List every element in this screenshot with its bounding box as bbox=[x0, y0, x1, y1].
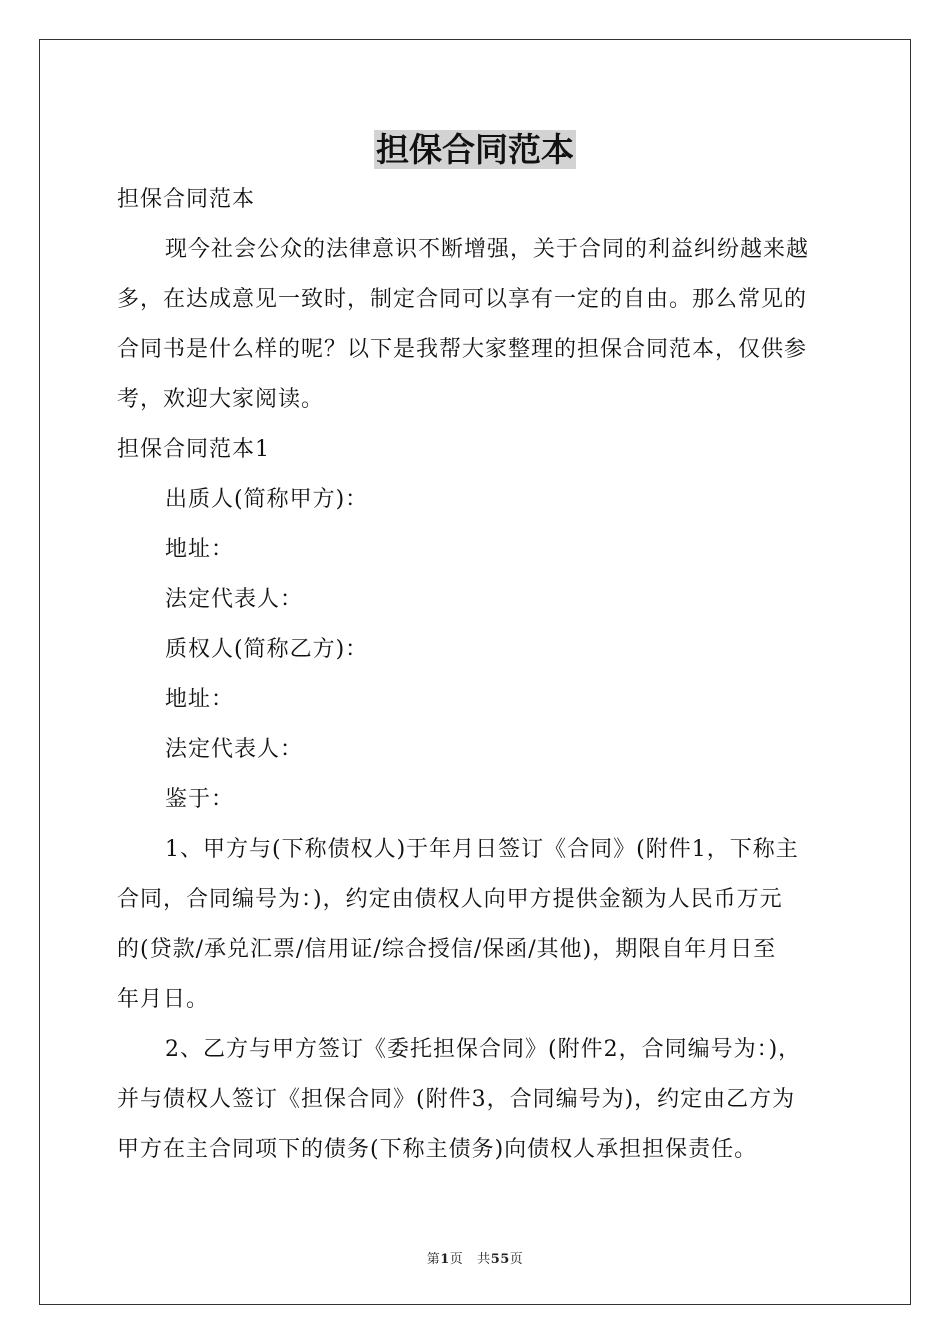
clause1-line-1: 1、甲方与(下称债权人)于年月日签订《合同》(附件1，下称主 bbox=[165, 837, 799, 862]
clause2-line-3: 甲方在主合同项下的债务(下称主债务)向债权人承担担保责任。 bbox=[117, 1137, 758, 1162]
footer-page-number: 1 bbox=[440, 1252, 450, 1267]
page-footer bbox=[0, 1248, 950, 1267]
footer-total-suffix: 页 bbox=[509, 1252, 524, 1267]
intro-line-2: 多，在达成意见一致时，制定合同可以享有一定的自由。那么常见的 bbox=[117, 287, 808, 312]
document-title-text: 担保合同范本 bbox=[376, 130, 574, 169]
clause1-line-4: 年月日。 bbox=[117, 987, 210, 1012]
intro-line-1: 现今社会公众的法律意识不断增强，关于合同的利益纠纷越来越 bbox=[165, 237, 810, 262]
intro-line-4: 考，欢迎大家阅读。 bbox=[117, 387, 325, 412]
footer-total-pages: 55 bbox=[490, 1252, 510, 1267]
intro-line-3: 合同书是什么样的呢？以下是我帮大家整理的担保合同范本，仅供参 bbox=[117, 337, 808, 362]
field-pledgor-representative: 法定代表人： bbox=[165, 587, 304, 612]
field-pledgor-address: 地址： bbox=[165, 537, 235, 562]
field-pledgee: 质权人(简称乙方)： bbox=[165, 637, 369, 662]
field-pledgor: 出质人(简称甲方)： bbox=[165, 487, 369, 512]
footer-total-prefix: 共 bbox=[477, 1252, 491, 1267]
field-pledgee-address: 地址： bbox=[165, 687, 235, 712]
document-body bbox=[117, 175, 837, 1175]
document-title bbox=[0, 128, 950, 172]
field-whereas: 鉴于： bbox=[165, 787, 235, 812]
footer-page-suffix: 页 bbox=[449, 1252, 464, 1267]
clause2-line-2: 并与债权人签订《担保合同》(附件3，合同编号为)，约定由乙方为 bbox=[117, 1087, 796, 1112]
field-pledgee-representative: 法定代表人： bbox=[165, 737, 304, 762]
document-subtitle: 担保合同范本 bbox=[117, 187, 256, 212]
clause2-line-1: 2、乙方与甲方签订《委托担保合同》(附件2，合同编号为：)， bbox=[165, 1037, 802, 1062]
section-heading: 担保合同范本1 bbox=[117, 437, 270, 462]
footer-page-prefix: 第 bbox=[426, 1252, 441, 1267]
clause1-line-3: 的(贷款/承兑汇票/信用证/综合授信/保函/其他)，期限自年月日至 bbox=[117, 937, 777, 962]
clause1-line-2: 合同，合同编号为：)，约定由债权人向甲方提供金额为人民币万元 bbox=[117, 887, 783, 912]
